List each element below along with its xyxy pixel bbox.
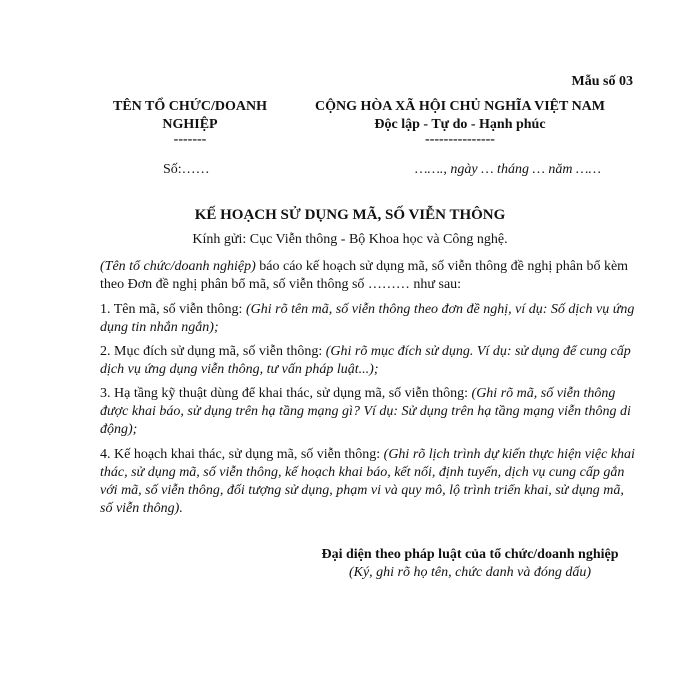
intro-org-placeholder: (Tên tổ chức/doanh nghiệp) bbox=[100, 259, 256, 274]
plan-item-hint: (Ghi rõ tên mã, số viễn thông theo đơn đề nghị, ví dụ: Số dịch vụ ứng dụng tin nhắn ngắn); bbox=[100, 302, 635, 335]
plan-item-hint: (Ghi rõ lịch trình dự kiến thực hiện việc khai thác, sử dụng mã, số viễn thông, kế hoạch khai báo, kết nối, định tuyến, dịch vụ cung cấp gắn với mã, số viễn thông, đối tượng sử dụng, phạm vi và quy mô, lộ trình triển khai, sử dụng mã, số viễn thông). bbox=[100, 447, 635, 516]
recipient-line: Kính gửi: Cục Viễn thông - Bộ Khoa học và Công nghệ. bbox=[192, 232, 508, 247]
national-motto: Độc lập - Tự do - Hạnh phúc bbox=[374, 117, 546, 132]
national-header-block bbox=[290, 98, 630, 146]
plan-item-label: 2. Mục đích sử dụng mã, số viễn thông: bbox=[100, 344, 326, 359]
document-title: KẾ HOẠCH SỬ DỤNG MÃ, SỐ VIỄN THÔNG bbox=[194, 207, 506, 223]
form-number: Mẫu số 03 bbox=[571, 74, 633, 89]
document-number: Số:…… bbox=[163, 162, 210, 177]
org-name-line2: NGHIỆP bbox=[162, 117, 218, 132]
signature-block bbox=[240, 546, 700, 582]
signature-note: (Ký, ghi rõ họ tên, chức danh và đóng dấu) bbox=[348, 565, 592, 580]
org-divider: ------- bbox=[173, 132, 207, 147]
plan-item-label: 1. Tên mã, số viễn thông: bbox=[100, 302, 246, 317]
plan-item-4 bbox=[100, 446, 635, 518]
org-name-line1: TÊN TỔ CHỨC/DOANH bbox=[112, 99, 267, 114]
plan-item-1 bbox=[100, 301, 635, 337]
motto-divider: --------------- bbox=[425, 132, 495, 147]
signature-title: Đại diện theo pháp luật của tổ chức/doanh nghiệp bbox=[321, 547, 619, 562]
organization-name-block bbox=[100, 98, 280, 146]
intro-text: báo cáo kế hoạch sử dụng mã, số viễn thông đề nghị phân bổ kèm theo Đơn đề nghị phân bổ mã, số viễn thông số ……… như sau: bbox=[100, 259, 629, 292]
plan-item-3 bbox=[100, 385, 635, 439]
plan-item-hint: (Ghi rõ mã, số viễn thông được khai báo, sử dụng trên hạ tầng mạng gì? Ví dụ: Sử dụng trên hạ tầng mạng viễn thông di động); bbox=[100, 386, 631, 437]
date-line: ……., ngày … tháng … năm …… bbox=[415, 162, 601, 177]
plan-item-label: 3. Hạ tầng kỹ thuật dùng để khai thác, sử dụng mã, số viễn thông: bbox=[100, 386, 472, 401]
plan-item-hint: (Ghi rõ mục đích sử dụng. Ví dụ: sử dụng để cung cấp dịch vụ ứng dụng viễn thông, tư vấn pháp luật...); bbox=[100, 344, 631, 377]
nation-name: CỘNG HÒA XÃ HỘI CHỦ NGHĨA VIỆT NAM bbox=[314, 99, 605, 114]
plan-item-2 bbox=[100, 343, 635, 379]
intro-paragraph bbox=[100, 258, 635, 294]
plan-item-label: 4. Kế hoạch khai thác, sử dụng mã, số viễn thông: bbox=[100, 447, 384, 462]
